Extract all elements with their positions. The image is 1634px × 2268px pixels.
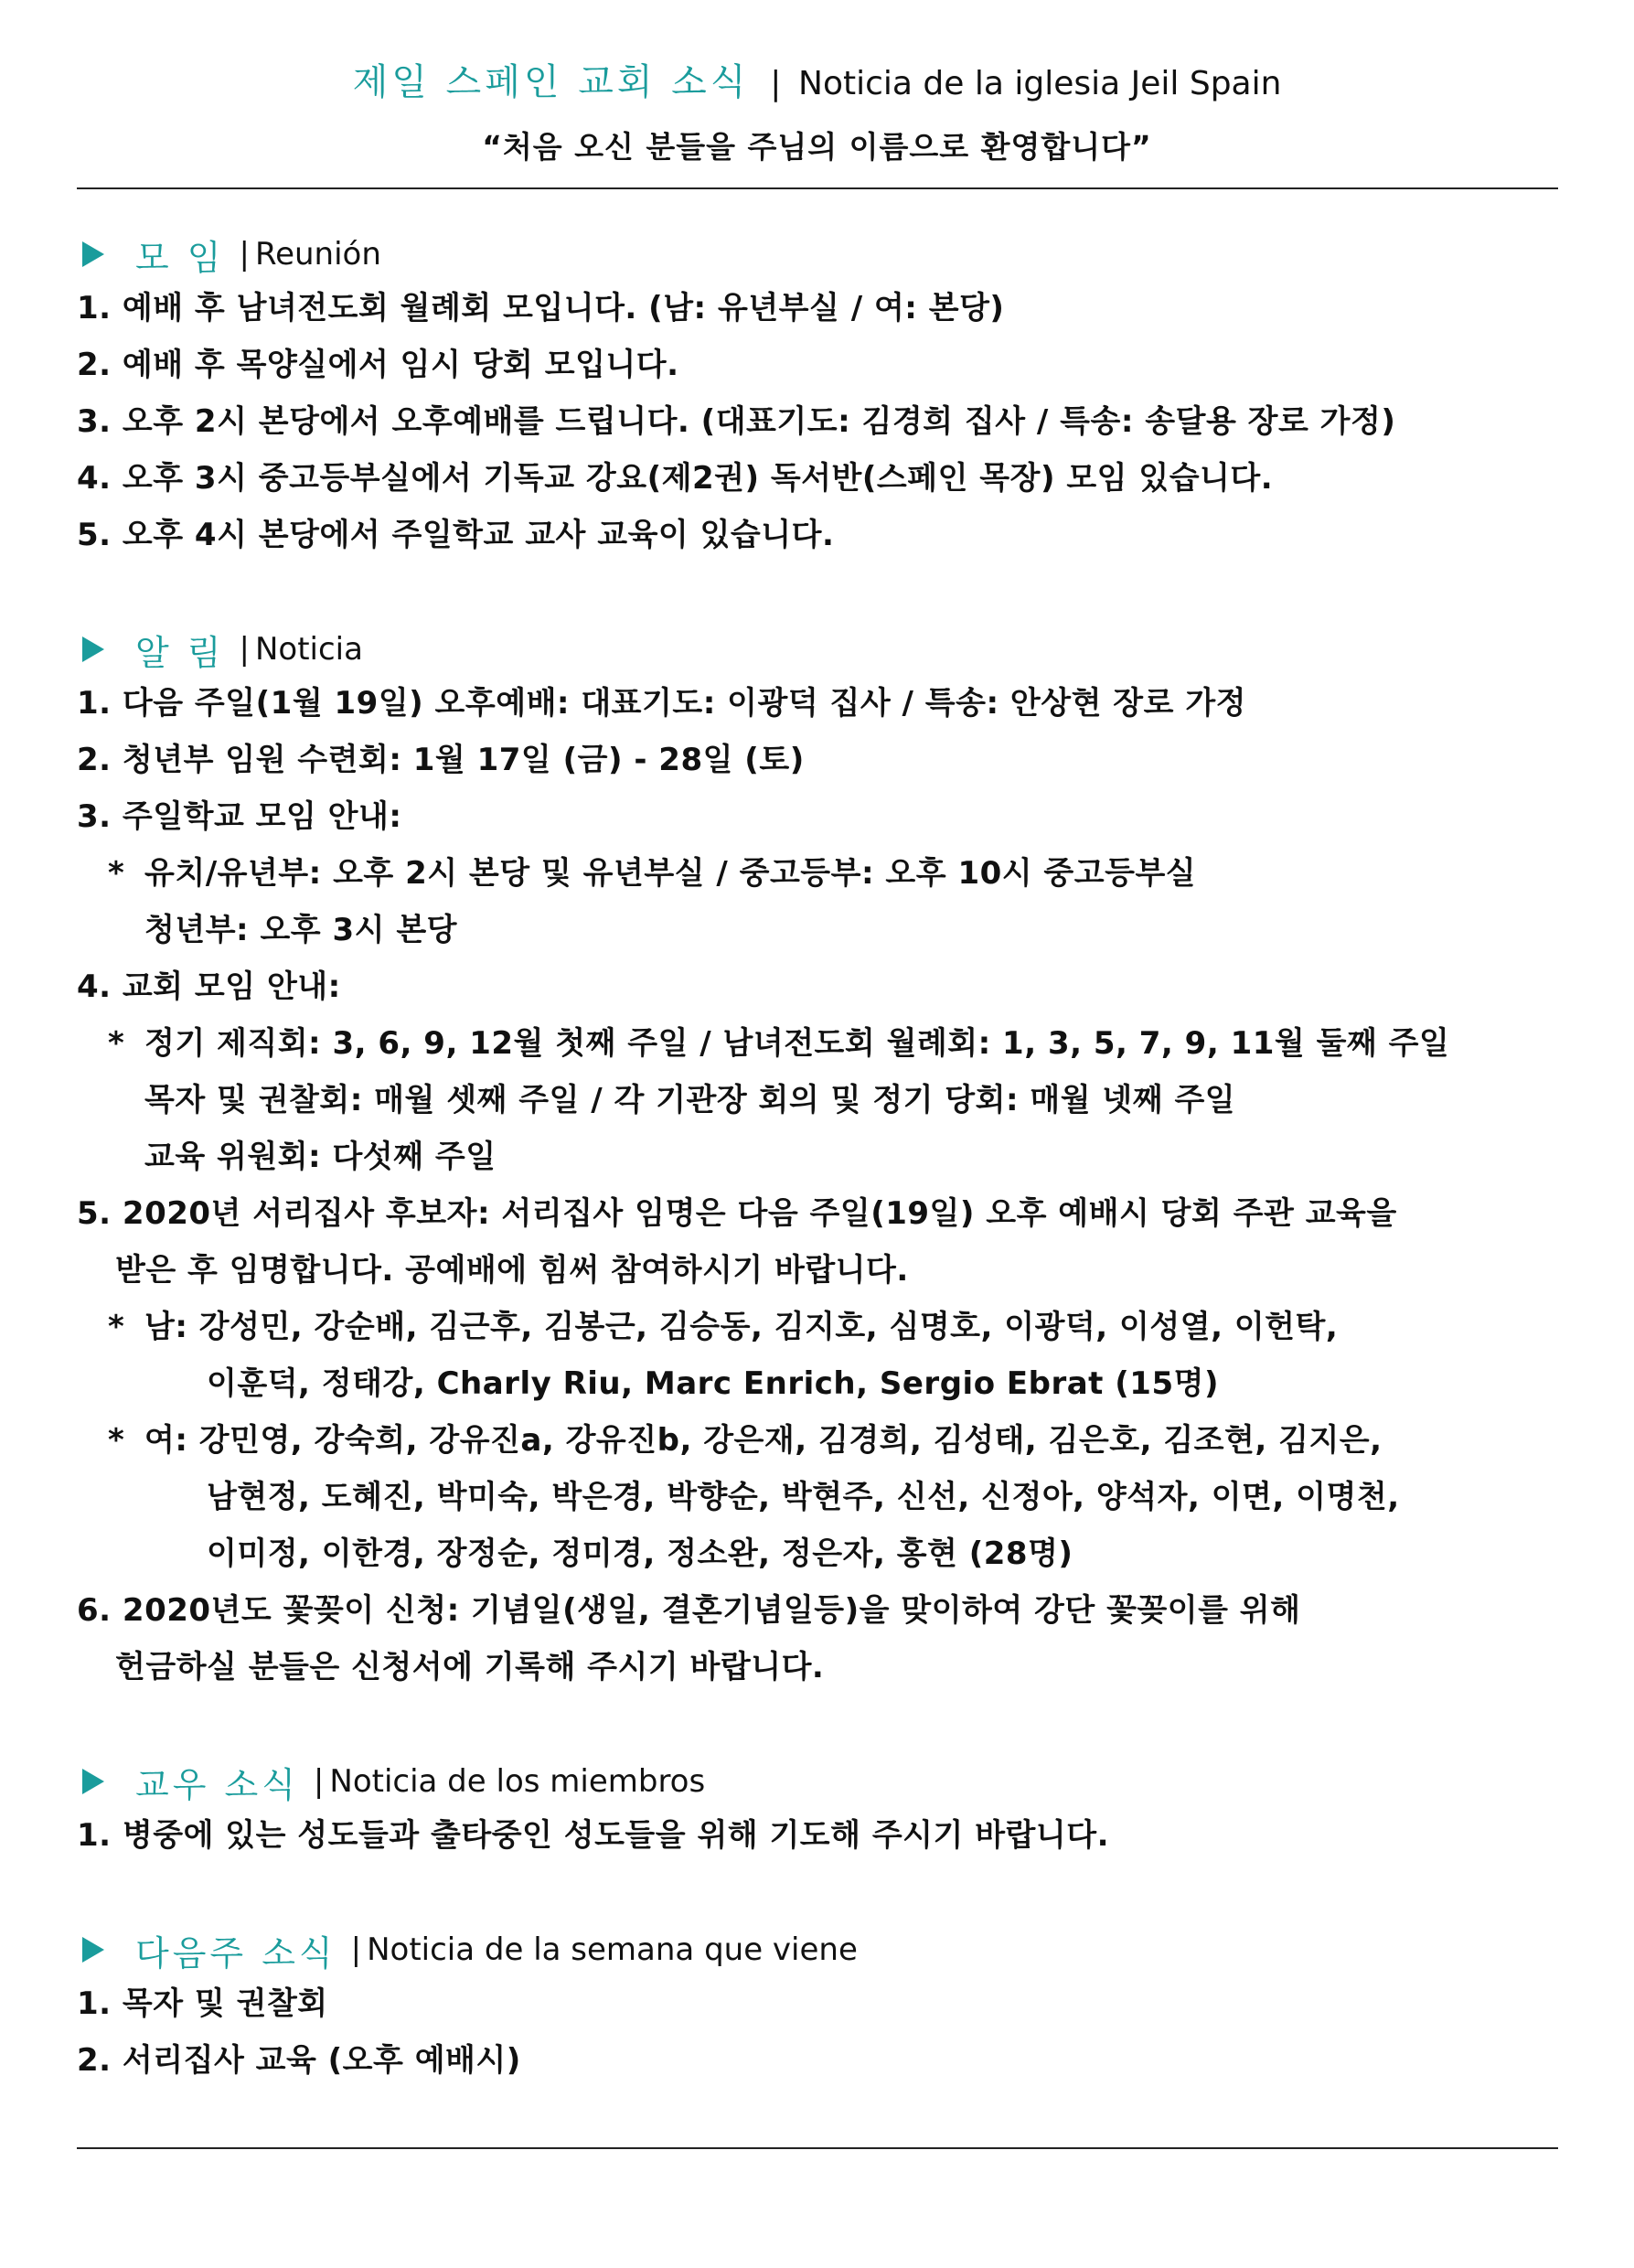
section-meeting: [77, 229, 1558, 563]
list-item: 4. 오후 3시 중고등부실에서 기독교 강요(제2권) 독서반(스페인 목장) 모임 있습니다.: [77, 460, 1274, 497]
list-item: 1. 다음 주일(1월 19일) 오후예배: 대표기도: 이광덕 집사 / 특송: 안상현 장로 가정: [77, 685, 1247, 722]
list-item: 1. 목자 및 권찰회: [77, 1985, 328, 2022]
bottom-divider: [77, 2147, 1558, 2149]
section-title-korean: 모 임: [135, 237, 225, 278]
section-title-separator: |: [239, 631, 250, 668]
section-notice: [77, 624, 1558, 1696]
section-heading: [77, 1924, 1558, 1975]
sub-list-item: [77, 1015, 1558, 1072]
triangle-right-icon: [82, 241, 104, 267]
sub-list-item-continued: 교육 위원회: 다섯째 주일: [144, 1139, 497, 1175]
sub-list-item-men: [77, 1299, 1558, 1355]
sub-item-text: 유치/유년부: 오후 2시 본당 및 유년부실 / 중고등부: 오후 10시 중고등부실: [144, 855, 1197, 892]
bulletin-header: [0, 55, 1634, 170]
title-spanish: Noticia de la iglesia Jeil Spain: [798, 65, 1282, 102]
list-item: 4. 교회 모임 안내:: [77, 968, 341, 1005]
sub-list-item: [77, 845, 1558, 902]
triangle-right-icon: [82, 1769, 104, 1794]
list-item-continued: 헌금하실 분들은 신청서에 기록해 주시기 바랍니다.: [115, 1649, 825, 1685]
list-item: 6. 2020년도 꽃꽂이 신청: 기념일(생일, 결혼기념일등)을 맞이하여 강단 꽃꽂이를 위해: [77, 1592, 1301, 1629]
list-item: 2. 서리집사 교육 (오후 예배시): [77, 2042, 521, 2079]
list-item: 5. 오후 4시 본당에서 주일학교 교사 교육이 있습니다.: [77, 517, 835, 553]
sub-item-text: 정기 제직회: 3, 6, 9, 12월 첫째 주일 / 남녀전도회 월례회: 1, 3, 5, 7, 9, 11월 둘째 주일: [144, 1025, 1450, 1062]
title-korean: 제일 스페인 교회 소식: [352, 61, 750, 103]
triangle-right-icon: [82, 637, 104, 662]
section-title-korean: 교우 소식: [135, 1764, 299, 1805]
bullet-mark: *: [108, 1025, 125, 1062]
section-title-spanish: Noticia: [254, 631, 363, 668]
sub-item-text: 여: 강민영, 강숙희, 강유진a, 강유진b, 강은재, 김경희, 김성태, 김은호, 김조현, 김지은,: [144, 1422, 1383, 1459]
section-title-separator: |: [313, 1763, 325, 1800]
section-heading: [77, 624, 1558, 675]
top-divider: [77, 187, 1558, 189]
list-item: 3. 주일학교 모임 안내:: [77, 798, 402, 835]
section-heading: [77, 1756, 1558, 1807]
list-item-continued: 받은 후 임명합니다. 공예배에 힘써 참여하시기 바랍니다.: [115, 1252, 909, 1289]
list-item: 1. 병중에 있는 성도들과 출타중인 성도들을 위해 기도해 주시기 바랍니다.: [77, 1817, 1109, 1854]
sub-list-item-continued: 이미정, 이한경, 장정순, 정미경, 정소완, 정은자, 홍현 (28명): [207, 1535, 1073, 1572]
bullet-mark: *: [108, 1309, 125, 1345]
sub-list-item-continued: 이훈덕, 정태강, Charly Riu, Marc Enrich, Sergio Ebrat (15명): [207, 1365, 1219, 1402]
section-title-spanish: Noticia de los miembros: [329, 1763, 706, 1800]
bullet-mark: *: [108, 1422, 125, 1459]
section-title-korean: 다음주 소식: [135, 1932, 336, 1974]
section-title-separator: |: [350, 1931, 362, 1968]
section-next-week: [77, 1924, 1558, 2089]
section-title-korean: 알 림: [135, 632, 225, 673]
section-members: [77, 1756, 1558, 1864]
list-item: 5. 2020년 서리집사 후보자: 서리집사 임명은 다음 주일(19일) 오후 예배시 당회 주관 교육을: [77, 1195, 1397, 1232]
sub-list-item-continued: 청년부: 오후 3시 본당: [144, 912, 458, 948]
sub-list-item-women: [77, 1412, 1558, 1469]
list-item: 1. 예배 후 남녀전도회 월례회 모입니다. (남: 유년부실 / 여: 본당): [77, 290, 1005, 326]
list-item: 2. 청년부 임원 수련회: 1월 17일 (금) - 28일 (토): [77, 742, 805, 778]
section-title-separator: |: [239, 236, 250, 273]
list-item: 2. 예배 후 목양실에서 임시 당회 모입니다.: [77, 347, 679, 383]
sub-item-text: 남: 강성민, 강순배, 김근후, 김봉근, 김승동, 김지호, 심명호, 이광덕, 이성열, 이헌탁,: [144, 1309, 1339, 1345]
section-title-spanish: Reunión: [254, 236, 381, 273]
section-heading: [77, 229, 1558, 280]
sub-list-item-continued: 남현정, 도혜진, 박미숙, 박은경, 박향순, 박현주, 신선, 신정아, 양석자, 이면, 이명천,: [207, 1479, 1400, 1515]
triangle-right-icon: [82, 1937, 104, 1963]
bullet-mark: *: [108, 855, 125, 892]
title-separator: |: [770, 65, 782, 102]
welcome-subtitle: “처음 오신 분들을 주님의 이름으로 환영합니다”: [482, 129, 1152, 165]
sub-list-item-continued: 목자 및 권찰회: 매월 셋째 주일 / 각 기관장 회의 및 정기 당회: 매월 넷째 주일: [144, 1082, 1236, 1118]
list-item: 3. 오후 2시 본당에서 오후예배를 드립니다. (대표기도: 김경희 집사 / 특송: 송달용 장로 가정): [77, 403, 1396, 440]
section-title-spanish: Noticia de la semana que viene: [367, 1931, 858, 1968]
page-title: [0, 55, 1634, 112]
